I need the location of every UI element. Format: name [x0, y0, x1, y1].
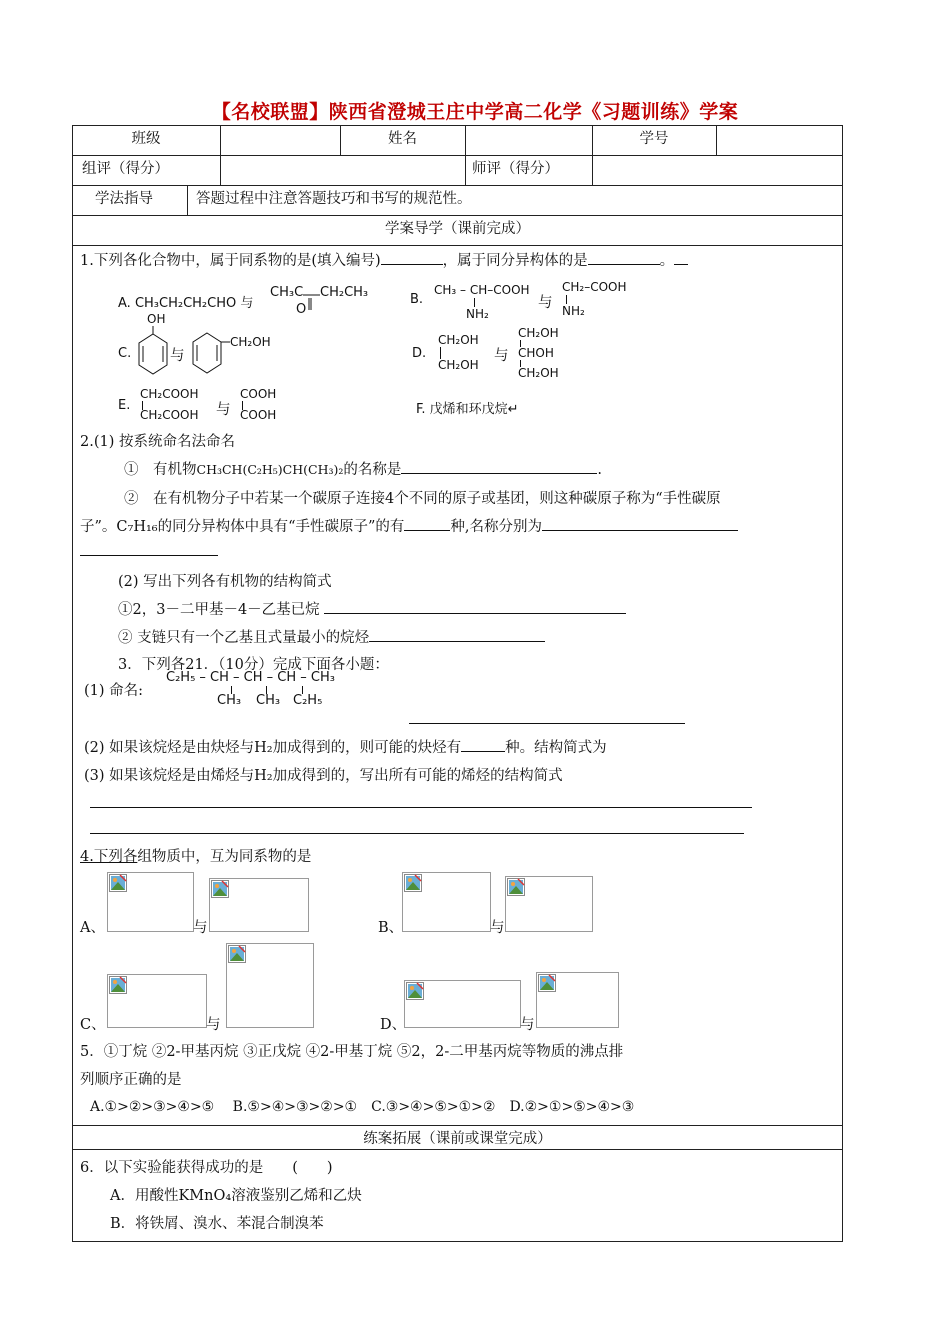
answer-line[interactable]	[409, 723, 685, 724]
option-d-image-2	[536, 972, 619, 1028]
answer-blank[interactable]	[401, 458, 597, 474]
question-2-part-2-item-1: ①2，3－二甲基－4－乙基已烷	[118, 598, 626, 619]
question-3-part-1: (1) 命名:	[84, 683, 144, 699]
question-6-option-a: A．用酸性KMnO₄溶液鉴别乙烯和乙炔	[110, 1188, 362, 1204]
page-title: 【名校联盟】陕西省澄城王庄中学高二化学《习题训练》学案	[211, 101, 739, 123]
benzyl-alcohol-ring	[190, 328, 230, 382]
option-c-image-1	[107, 974, 207, 1028]
option-b-image-2	[505, 876, 593, 932]
broken-image-icon	[211, 880, 229, 898]
option-a-ketone: CH₃C	[270, 285, 304, 300]
question-3-part-2: (2) 如果该烷烃是由炔烃与H₂加成得到的，则可能的炔烃有 种。结构简式为	[84, 736, 607, 757]
option-c: C.	[118, 346, 132, 361]
option-a: A. CH₃CH₂CH₂CHO 与	[118, 296, 254, 311]
answer-blank[interactable]	[461, 736, 505, 752]
option-d-label: D、	[380, 1017, 407, 1033]
question-2-part-2-head: (2) 写出下列各有机物的结构简式	[118, 574, 332, 590]
question-3-part-3: (3) 如果该烷烃是由烯烃与H₂加成得到的，写出所有可能的烯烃的结构简式	[84, 768, 563, 784]
name-label: 姓名	[388, 131, 417, 147]
broken-image-icon	[109, 874, 127, 892]
option-c-with: 与	[206, 1017, 221, 1033]
question-3-head: 3．下列各21．（10分）完成下面各小题：	[118, 657, 389, 673]
question-2-part-2-item-2: ② 支链只有一个乙基且式量最小的烷烃	[118, 626, 545, 647]
section-guide-title: 学案导学（课前完成）	[385, 221, 530, 237]
option-f: F. 戊烯和环戊烷↵	[416, 402, 519, 417]
broken-image-icon	[228, 945, 246, 963]
answer-line[interactable]	[80, 555, 218, 556]
question-4-head: 4.下列各组物质中，互为同系物的是	[80, 849, 312, 865]
option-c-label: C、	[80, 1017, 106, 1033]
option-d: D.	[412, 346, 427, 361]
answer-blank[interactable]	[381, 249, 443, 265]
answer-blank[interactable]	[588, 249, 660, 265]
answer-blank[interactable]	[542, 515, 738, 531]
study-guide-text: 答题过程中注意答题技巧和书写的规范性。	[196, 191, 472, 207]
teacher-eval-label: 师评（得分）	[472, 161, 559, 177]
option-b-image-1	[402, 872, 491, 932]
option-b: B.	[410, 292, 424, 307]
option-c-image-2	[226, 943, 314, 1028]
option-a-label: A、	[80, 920, 105, 936]
option-a-with: 与	[193, 920, 208, 936]
answer-blank[interactable]	[324, 598, 626, 614]
alkane-chain: C₂H₅ – CH – CH – CH – CH₃	[166, 670, 335, 685]
study-guide-label: 学法指导	[95, 191, 153, 207]
option-b-with: 与	[490, 920, 505, 936]
option-e: E.	[118, 398, 131, 413]
question-2-item-1: ① 有机物CH₃CH(C₂H₅)CH(CH₃)₂的名称是 .	[124, 458, 602, 479]
answer-line[interactable]	[90, 807, 752, 808]
question-5-options: A.①>②>③>④>⑤ B.⑤>④>③>②>① C.③>④>⑤>①>② D.②>①>⑤>④>③	[90, 1099, 635, 1115]
broken-image-icon	[538, 974, 556, 992]
broken-image-icon	[109, 976, 127, 994]
answer-blank[interactable]	[369, 626, 545, 642]
question-2-item-2-cont: 子”。C₇H₁₆的同分异构体中具有“手性碳原子”的有 种,名称分别为	[80, 515, 738, 536]
group-eval-label: 组评（得分）	[82, 161, 169, 177]
question-2-item-2: ② 在有机物分子中若某一个碳原子连接4个不同的原子或基团，则这种碳原子称为“手性碳原	[124, 491, 721, 507]
option-a-image-1	[107, 872, 194, 932]
section-practice-title: 练案拓展（课前或课堂完成）	[363, 1131, 552, 1147]
question-6-head: 6．以下实验能获得成功的是 ( )	[80, 1160, 333, 1176]
student-id-label: 学号	[639, 131, 669, 147]
broken-image-icon	[404, 874, 422, 892]
question-6-option-b: B．将铁屑、溴水、苯混合制溴苯	[110, 1216, 324, 1232]
option-d-with: 与	[520, 1017, 535, 1033]
broken-image-icon	[507, 878, 525, 896]
class-label: 班级	[131, 131, 161, 147]
question-1: 1.下列各化合物中，属于同系物的是(填入编号) ，属于同分异构体的是 。	[80, 249, 688, 270]
option-d-image-1	[404, 980, 521, 1028]
answer-blank[interactable]	[404, 515, 450, 531]
question-5-line-1: 5．①丁烷 ②2-甲基丙烷 ③正戊烷 ④2-甲基丁烷 ⑤2，2-二甲基丙烷等物质的沸点排	[80, 1044, 624, 1060]
phenol-ring	[136, 326, 170, 384]
question-5-line-2: 列顺序正确的是	[80, 1072, 182, 1088]
option-a-image-2	[209, 878, 309, 932]
option-b-label: B、	[378, 920, 404, 936]
broken-image-icon	[406, 982, 424, 1000]
answer-line[interactable]	[90, 833, 744, 834]
question-2-head: 2.(1) 按系统命名法命名	[80, 434, 235, 450]
